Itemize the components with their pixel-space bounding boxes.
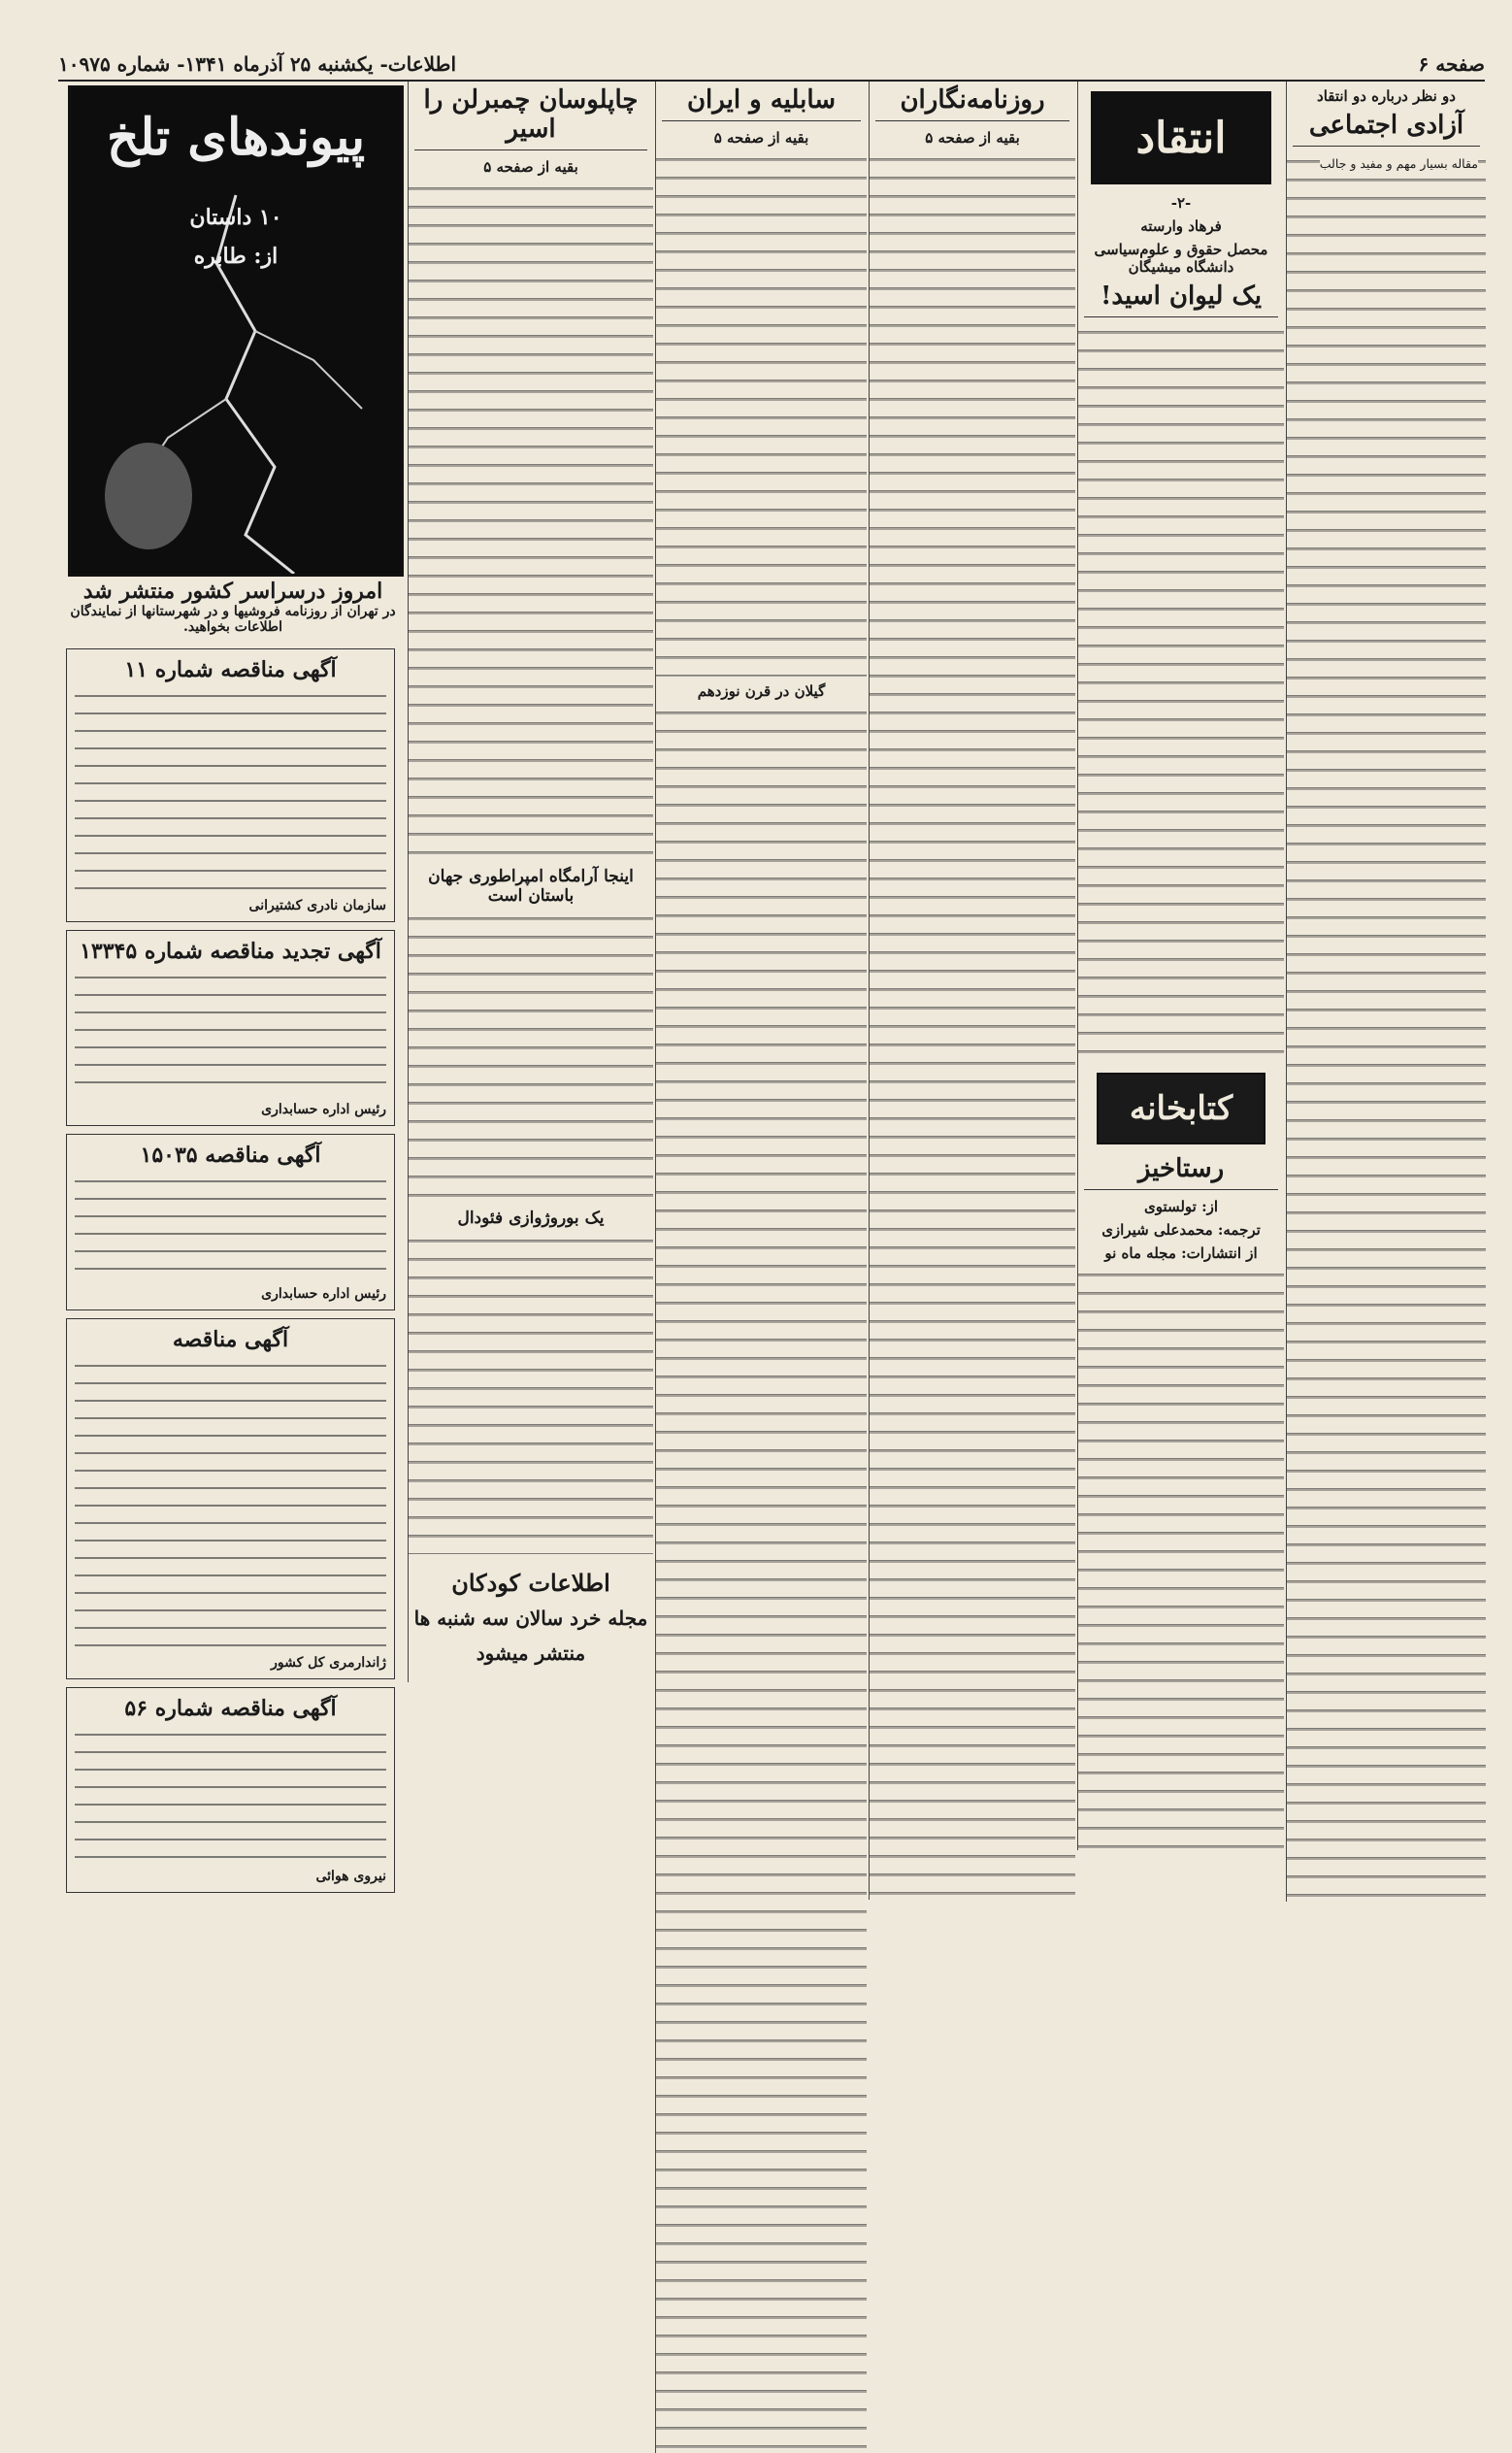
- tender-ad: آگهی تجدید مناقصه شماره ۱۳۳۴۵ رئیس اداره حسابداری: [66, 930, 395, 1126]
- book-title: رستاخیز: [1084, 1154, 1278, 1190]
- author-affiliation: محصل حقوق و علوم‌سیاسی دانشگاه میشیگان: [1094, 241, 1268, 276]
- page-header: [58, 49, 1485, 82]
- tender-ad: آگهی مناقصه ژاندارمری کل کشور: [66, 1318, 395, 1679]
- article-title: آزادی اجتماعی: [1293, 111, 1480, 147]
- section-subhead-bourgeoisie: یک بوروژوازی فئودال: [457, 1209, 605, 1228]
- enteqad-badge: انتقاد: [1091, 91, 1271, 184]
- article-title: سابلیه و ایران: [662, 85, 861, 121]
- masthead-date: اطلاعات- یکشنبه ۲۵ آذرماه ۱۳۴۱- شماره ۱۰۹۷۵: [58, 52, 457, 76]
- kids-magazine-ad: [412, 1566, 649, 1671]
- column-history: [655, 82, 867, 2453]
- article-body: [656, 152, 867, 677]
- column-chamberlain: [408, 82, 653, 1682]
- column-kicker: دو نظر درباره دو انتقاد: [1317, 87, 1456, 105]
- book-translator: ترجمه: محمدعلی شیرازی: [1101, 1221, 1261, 1239]
- page-number: صفحه ۶: [1418, 52, 1485, 76]
- continued-note: بقیه از صفحه ۵: [483, 158, 578, 176]
- book-review-body: [1078, 1268, 1284, 1850]
- tender-ad: آگهی مناقصه شماره ۱۱ سازمان نادری کشتیرانی: [66, 648, 395, 922]
- book-promo: [68, 579, 398, 635]
- column-journalists: [869, 82, 1075, 1900]
- kids-magazine-title: اطلاعات کودکان: [451, 1569, 610, 1597]
- book-story-count: ۱۰ داستان: [189, 205, 282, 230]
- tender-ad: آگهی مناقصه شماره ۵۶ نیروی هوائی: [66, 1687, 395, 1893]
- author-name: فرهاد وارسته: [1140, 217, 1222, 235]
- continued-note: بقیه از صفحه ۵: [925, 129, 1020, 147]
- book-source: از انتشارات: مجله ماه نو: [1104, 1244, 1258, 1262]
- library-badge: کتابخانه: [1097, 1073, 1265, 1144]
- article-body: [1078, 325, 1284, 1063]
- tender-ad: آگهی مناقصه ۱۵۰۳۵ رئیس اداره حسابداری: [66, 1134, 395, 1310]
- section-subhead: گیلان در قرن نوزدهم: [697, 682, 826, 700]
- tender-ads: [58, 641, 403, 1922]
- column-social-freedom: [1286, 82, 1486, 1902]
- book-author: از: تولستوی: [1143, 1198, 1219, 1215]
- article-body-cont2: [409, 1234, 653, 1554]
- book-author: از: طابره: [193, 244, 279, 269]
- article-headline: یک لیوان اسید!: [1084, 282, 1278, 317]
- article-body: مقاله بسیار مهم و مفید و جالب: [1287, 154, 1486, 1902]
- book-advertisement: [68, 85, 404, 577]
- article-body: [409, 182, 653, 861]
- continued-note: بقیه از صفحه ۵: [713, 129, 809, 147]
- section-subhead-tomb: اینجا آرامگاه امپراطوری جهان باستان است: [428, 867, 634, 906]
- article-body-cont: [656, 706, 867, 2453]
- promo-note: در تهران از روزنامه فروشیها و در شهرستانها از نمایندگان اطلاعات بخواهید.: [70, 604, 396, 635]
- article-body-cont: [409, 912, 653, 1203]
- article-title: چاپلوسان چمبرلن را اسیر: [414, 85, 647, 150]
- column-critique: [1077, 82, 1284, 1850]
- article-number: -۲-: [1170, 194, 1192, 212]
- article-body: [870, 152, 1075, 1900]
- article-title: روزنامه‌نگاران: [875, 85, 1069, 121]
- promo-headline: امروز درسراسر کشور منتشر شد: [82, 579, 383, 604]
- kids-magazine-body: مجله خرد سالان سه شنبه ها منتشر میشود: [413, 1607, 648, 1665]
- book-title: پیوندهای تلخ: [106, 108, 366, 167]
